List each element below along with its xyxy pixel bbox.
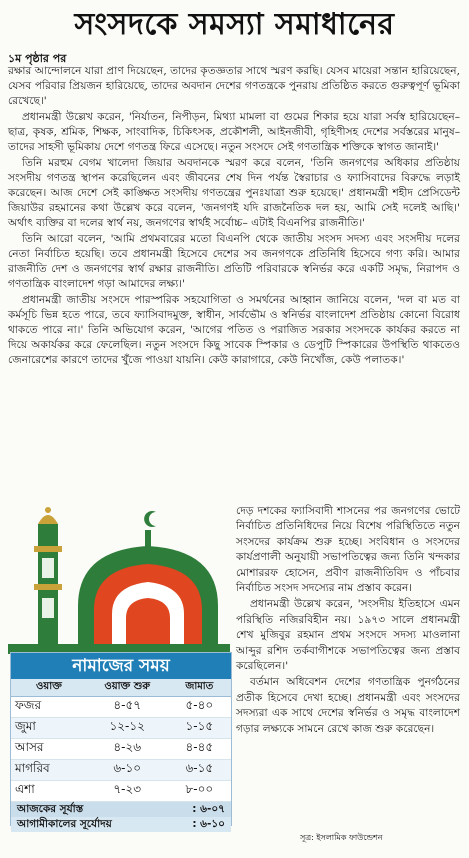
article-paragraph: প্রধানমন্ত্রী জাতীয় সংসদে পারস্পরিক সহযোগিতা ও সমর্থনের আহ্বান জানিয়ে বলেন, 'দল বা মত বা কর্মসূচি ভিন্ন হতে পারে, তবে ফ্যাসিবাদমুক্ত, স্বাধীন, সার্বভৌম ও স্বনির্ভর বাংলাদেশ প্রতিষ্ঠায় কোনো বিরোধ থাকতে পারে না।' তিনি অভিযোগ করেন, 'আগের পতিত ও পরাজিত সরকার সংসদকে কার্যকর করতে না দিয়ে অকার্যকর করে ফেলেছিল। নতুন সংসদে কিছু সাবেক স্পিকার ও ডেপুটি স্পিকারের উপস্থিতি থাকতেও জেনারেশের কারণে তাদের খুঁজে পাওয়া যায়নি। কেউ কারাগারে, কেউ নিখোঁজ, কেউ পলাতক।' [8,294,460,366]
article-body [8,64,460,369]
prayer-jamat: ১-১৫ [168,718,231,739]
article-paragraph: প্রধানমন্ত্রী উল্লেখ করেন, 'নির্যাতন, নিপীড়ন, মিথ্যা মামলা বা গুমের শিকার হয়ে যারা সর্বস্ব হারিয়েছেন– ছাত্র, কৃষক, শ্রমিক, শিক্ষক, সাংবাদিক, চিকিৎসক, প্রকৌশলী, আইনজীবী, গৃহিণীসহ দেশের সর্বস্তরের মানুষ– তাদের সাহসী ভূমিকায় দেশে গণতন্ত্র ফিরে এসেছে। নতুন সংসদে সেই গণতান্ত্রিক শক্তিকে স্বাগত জানাই।' [8,111,460,153]
sunrise-tomorrow-row [11,817,231,832]
continued-label: ১ম পৃষ্ঠার পর [8,52,67,65]
mosque-illustration [8,506,230,654]
prayer-jamat: ৫-৪০ [168,697,231,718]
sunrise-tomorrow-label: আগামীকালের সূর্যোদয় [17,818,112,830]
prayer-start: ৪-২৬ [87,739,168,760]
prayer-times-title: নামাজের সময় [11,653,231,679]
column-header-start: ওয়াক্ত শুরু [87,679,168,697]
prayer-name: ফজর [11,697,87,718]
article-paragraph: রক্ষার আন্দোলনে যারা প্রাণ দিয়েছেন, তাদের কৃতজ্ঞতার সাথে স্মরণ করছি। যেসব মায়েরা সন্তান হারিয়েছেন, যেসব পরিবার প্রিয়জন হারিয়েছে, তাদের অবদান দেশের গণতন্ত্রকে পুনরায় প্রতিষ্ঠিত করতে গুরুত্বপূর্ণ ভূমিকা রেখেছে।' [8,65,460,107]
prayer-name: মাগরিব [11,760,87,781]
column-header-name: ওয়াক্ত [11,679,87,697]
prayer-name: এশা [11,781,87,802]
table-row [11,718,231,739]
prayer-name: আসর [11,739,87,760]
article-paragraph: তিনি মরহুম বেগম খালেদা জিয়ার অবদানকে স্মরণ করে বলেন, 'তিনি জনগণের অধিকার প্রতিষ্ঠায় সংসদীয় গণতন্ত্র স্থাপন করেছিলেন এবং জীবনের শেষ দিন পর্যন্ত স্বৈরাচার ও ফ্যাসিবাদের বিরুদ্ধে লড়াই করেছেন। আজ দেশে সেই কাঙ্ক্ষিত সংসদীয় গণতন্ত্রের পুনঃযাত্রা শুরু হয়েছে।' প্রধানমন্ত্রী শহীদ প্রেসিডেন্ট জিয়াউর রহমানের কথা উল্লেখ করে বলেন, 'জনগণই যদি রাজনৈতিক দল হয়, আমি সেই দলেই আছি।' অর্থাৎ ব্যক্তির বা দলের স্বার্থ নয়, জনগণের স্বার্থই সর্বোচ্চ– এটাই বিএনপির রাজনীতি।' [8,157,460,229]
prayer-name: জুমা [11,718,87,739]
sunset-today-row [11,802,231,817]
prayer-jamat: ৪-৪৫ [168,739,231,760]
article-right-column [236,504,460,738]
table-row [11,697,231,718]
prayer-start: ১২-১২ [87,718,168,739]
prayer-jamat: ৬-১৫ [168,760,231,781]
headline: সংসদকে সমস্যা সমাধানের [74,7,395,42]
prayer-start: ৭-২৩ [87,781,168,802]
sunset-today-value: : ৬-০৭ [192,803,225,815]
table-row [11,739,231,760]
prayer-source: সূত্র: ইসলামিক ফাউন্ডেশন [300,833,383,842]
article-paragraph: তিনি আরো বলেন, 'আমি প্রথমবারের মতো বিএনপি থেকে জাতীয় সংসদ সদস্য এবং সংসদীয় দলের নেতা নির্বাচিত হয়েছি। তবে প্রধানমন্ত্রী হিসেবে দেশের সব জনগণকে প্রতিনিধি হিসেবে গণ্য করি। আমার রাজনীতি দেশ ও জনগণের স্বার্থ রক্ষার রাজনীতি। প্রতিটি পরিবারকে স্বনির্ভর করে একটি সমৃদ্ধ, নিরাপদ ও গণতান্ত্রিক বাংলাদেশ গড়া আমাদের লক্ষ্য।' [8,233,460,290]
article-paragraph: দেড় দশকের ফ্যাসিবাদী শাসনের পর জনগণের ভোটে নির্বাচিত প্রতিনিধিদের নিয়ে বিশেষ পরিস্থিতিতে নতুন সংসদের কার্যক্রম শুরু হচ্ছে। সংবিধান ও সংসদের কার্যপ্রণালী অনুযায়ী সভাপতিত্বের জন্য তিনি খন্দকার মোশাররফ হোসেন, প্রবীণ রাজনীতিবিদ ও পাঁচবার নির্বাচিত সংসদ সদস্যের নাম প্রস্তাব করেন। [236,505,460,595]
prayer-start: ৪-৫৭ [87,697,168,718]
sunrise-tomorrow-value: : ৬-১০ [192,818,225,830]
dome-icon [78,511,218,646]
table-row [11,781,231,802]
minaret-icon [34,507,62,644]
table-row [11,760,231,781]
prayer-times-box [10,652,232,830]
article-paragraph: প্রধানমন্ত্রী উল্লেখ করেন, 'সংসদীয় ইতিহাসে এমন পরিস্থিতি নজিরবিহীন নয়। ১৯৭৩ সালে প্রধানমন্ত্রী শেখ মুজিবুর রহমান প্রথম সংসদে সদস্য মাওলানা আব্দুর রশিদ তর্কবাগীশকে সভাপতিত্বের জন্য প্রস্তাব করেছিলেন।' [236,598,460,673]
sunset-today-label: আজকের সূর্যাস্ত [17,803,84,815]
prayer-times-table [11,679,231,802]
prayer-start: ৬-১০ [87,760,168,781]
prayer-jamat: ৮-০০ [168,781,231,802]
column-header-jamat: জামাত [168,679,231,697]
article-paragraph: বর্তমান অধিবেশন দেশের গণতান্ত্রিক পুনর্গঠনের প্রতীক হিসেবে দেখা হচ্ছে। প্রধানমন্ত্রী এবং সংসদের সদস্যরা এক সাথে দেশের স্বনির্ভর ও সমৃদ্ধ বাংলাদেশ গড়ার লক্ষ্যকে সামনে রেখে কাজ শুরু করেছেন। [236,676,460,735]
